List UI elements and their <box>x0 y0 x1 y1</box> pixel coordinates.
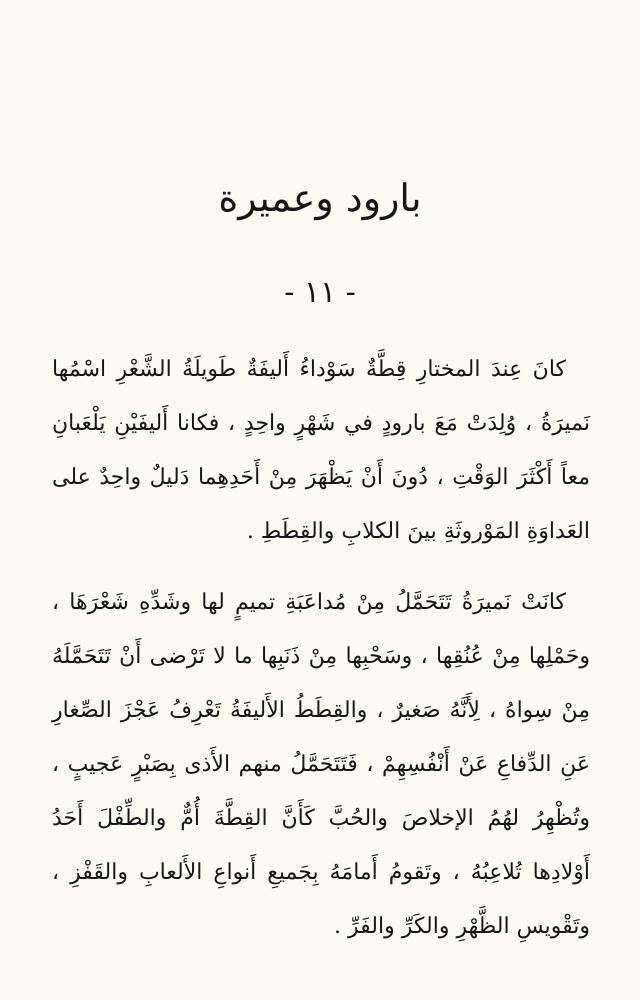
chapter-title: بارود وعميرة <box>218 176 422 220</box>
paragraph-2: كانَتْ نَميرَةُ تَتَحَمَّلُ مِنْ مُداعَبَةِ تميمٍ لها وشَدِّهِ شَعْرَهَا ، وحَمْلِها مِنْ عُنُقِها ، وسَحْبِها مِنْ ذَنَبِها ما لا تَرْضى أَنْ تَتَحَمَّلَهُ مِنْ سِواهُ ، لِأَنَّهُ صَغيرٌ ، والقِطَطُ الأَليفَةُ تَعْرِفُ عَجْزَ الصِّغارِ عَنِ الدِّفاعِ عَنْ أَنْفُسِهِمْ ، فَتَتَحَمَّلُ منهم الأَذى بِصَبْرٍ عَجيبٍ ، وتُظْهِرُ لهُمُ الإخلاصَ والحُبَّ كَأَنَّ القِطَّةَ أُمٌّ والطِّفْلَ أَحَدُ أَوْلادِها تُلاعِبُهُ ، وتَقومُ أَمامَهُ بِجَميعِ أَنواعِ الأَلعابِ والقَفْزِ ، وتَقْويسِ الظَّهْرِ والكَرِّ والفَرِّ . <box>52 590 590 939</box>
chapter-number: - ١١ - <box>284 275 356 310</box>
paragraph-1: كانَ عِندَ المختارِ قِطَّةٌ سَوْداءُ أَليفَةٌ طَويلَةُ الشَّعْرِ اسْمُها نَميرَةُ ، وُلِدَتْ مَعَ بارودٍ في شَهْرٍ واحِدٍ ، فكانا أَليفَيْنِ يَلْعَبانِ معاً أَكْثَرَ الوَقْتِ ، دُونَ أَنْ يَظْهَرَ مِنْ أَحَدِهِما دَليلٌ واحِدٌ على العَداوَةِ المَوْروثَةِ بينَ الكلابِ والقِطَطِ . <box>52 357 590 544</box>
